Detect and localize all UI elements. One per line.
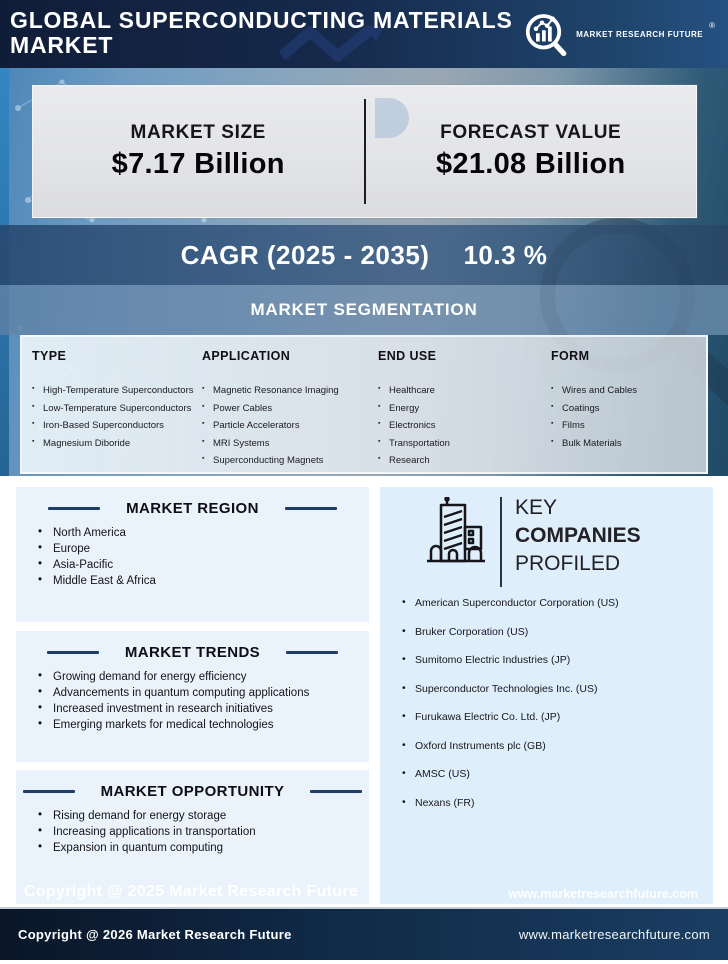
hero-section (0, 68, 728, 476)
footer (0, 907, 728, 960)
footer-copyright: Copyright @ 2026 Market Research Future (18, 927, 292, 942)
segmentation-panel (20, 335, 708, 474)
list-item: • Advancements in quantum computing applications (38, 687, 369, 699)
list-item: • Middle East & Africa (38, 575, 369, 587)
list-item: ▪ High-Temperature Superconductors (32, 385, 202, 396)
market-size-label: MARKET SIZE (130, 122, 266, 143)
segmentation-column-type (32, 349, 202, 473)
list-item: • Europe (38, 543, 369, 555)
segmentation-heading: APPLICATION (202, 349, 291, 363)
list-item: • Bruker Corporation (US) (402, 626, 713, 638)
title-dash-left (47, 651, 99, 654)
market-trends-list (38, 671, 369, 731)
forecast-value-label: FORECAST VALUE (440, 122, 622, 143)
segmentation-list (32, 385, 202, 449)
forecast-value-block (366, 86, 697, 217)
key-companies-title (515, 494, 641, 578)
brand-logo (521, 10, 716, 58)
market-region-list (38, 527, 369, 587)
panel-title-row (16, 487, 369, 517)
list-item: • AMSC (US) (402, 768, 713, 780)
market-opportunity-list (38, 810, 369, 854)
segmentation-column-end-use (378, 349, 551, 473)
list-item: • Superconductor Technologies Inc. (US) (402, 683, 713, 695)
list-item: • Increasing applications in transportation (38, 826, 369, 838)
list-item: ▪ Particle Accelerators (202, 420, 378, 431)
segmentation-heading: FORM (551, 349, 590, 363)
building-icon (425, 497, 487, 573)
segmentation-column-form (551, 349, 706, 473)
cagr-label: CAGR (2025 - 2035) (180, 239, 430, 270)
vertical-divider (500, 497, 502, 587)
segmentation-list (378, 385, 551, 466)
market-region-panel (16, 487, 369, 622)
title-word: KEY (515, 496, 558, 519)
cagr-band (0, 225, 728, 285)
key-companies-list (402, 597, 713, 809)
market-trends-title: MARKET TRENDS (124, 644, 261, 661)
title-word: COMPANIES (515, 524, 641, 547)
key-companies-header (380, 487, 713, 587)
cagr-value: 10.3 % (463, 239, 548, 270)
mrf-logo-icon (521, 10, 569, 58)
market-region-title: MARKET REGION (126, 500, 259, 517)
list-item: ▪ Films (551, 420, 706, 431)
list-item: • North America (38, 527, 369, 539)
registered-mark: ® (709, 20, 715, 30)
list-item: ▪ Magnetic Resonance Imaging (202, 385, 378, 396)
segmentation-list (551, 385, 706, 449)
segmentation-list (202, 385, 378, 466)
market-stats-panel (32, 85, 697, 218)
market-size-block (33, 86, 364, 217)
list-item: ▪ Research (378, 455, 551, 466)
market-opportunity-title: MARKET OPPORTUNITY (100, 783, 285, 800)
list-item: • Emerging markets for medical technologies (38, 719, 369, 731)
list-item: • Sumitomo Electric Industries (JP) (402, 654, 713, 666)
watermark-copyright: Copyright @ 2025 Market Research Future (24, 883, 359, 900)
list-item: ▪ Energy (378, 403, 551, 414)
market-trends-panel (16, 631, 369, 762)
list-item: ▪ Healthcare (378, 385, 551, 396)
segmentation-column-application (202, 349, 378, 473)
list-item: ▪ Wires and Cables (551, 385, 706, 396)
list-item: ▪ Superconducting Magnets (202, 455, 378, 466)
list-item: ▪ Transportation (378, 438, 551, 449)
list-item: ▪ Electronics (378, 420, 551, 431)
list-item: • Asia-Pacific (38, 559, 369, 571)
forecast-value-value: $21.08 Billion (435, 148, 626, 180)
market-size-value: $7.17 Billion (111, 148, 285, 180)
title-dash-left (23, 790, 75, 793)
list-item: • Expansion in quantum computing (38, 842, 369, 854)
segmentation-title: MARKET SEGMENTATION (0, 285, 728, 335)
title-dash-left (48, 507, 100, 510)
segmentation-heading: END USE (378, 349, 437, 363)
page-title: GLOBAL SUPERCONDUCTING MATERIALS MARKET (10, 7, 513, 58)
key-companies-panel (380, 487, 713, 904)
list-item: • Nexans (FR) (402, 797, 713, 809)
list-item: • Furukawa Electric Co. Ltd. (JP) (402, 711, 713, 723)
brand-name: MARKET RESEARCH FUTURE (576, 29, 704, 39)
list-item: ▪ Iron-Based Superconductors (32, 420, 202, 431)
list-item: ▪ Bulk Materials (551, 438, 706, 449)
list-item: • American Superconductor Corporation (US) (402, 597, 713, 609)
title-word: PROFILED (515, 552, 621, 575)
header (0, 0, 728, 68)
panel-title-row (16, 631, 369, 661)
watermark-website: www.marketresearchfuture.com (508, 887, 698, 901)
segmentation-heading: TYPE (32, 349, 67, 363)
list-item: • Growing demand for energy efficiency (38, 671, 369, 683)
list-item: ▪ Low-Temperature Superconductors (32, 403, 202, 414)
title-dash-right (310, 790, 362, 793)
list-item: ▪ Coatings (551, 403, 706, 414)
list-item: ▪ MRI Systems (202, 438, 378, 449)
list-item: • Rising demand for energy storage (38, 810, 369, 822)
title-dash-right (285, 507, 337, 510)
footer-website: www.marketresearchfuture.com (518, 927, 710, 942)
panel-title-row (16, 770, 369, 800)
list-item: • Increased investment in research initiatives (38, 703, 369, 715)
list-item: ▪ Power Cables (202, 403, 378, 414)
title-dash-right (286, 651, 338, 654)
list-item: ▪ Magnesium Diboride (32, 438, 202, 449)
list-item: • Oxford Instruments plc (GB) (402, 740, 713, 752)
